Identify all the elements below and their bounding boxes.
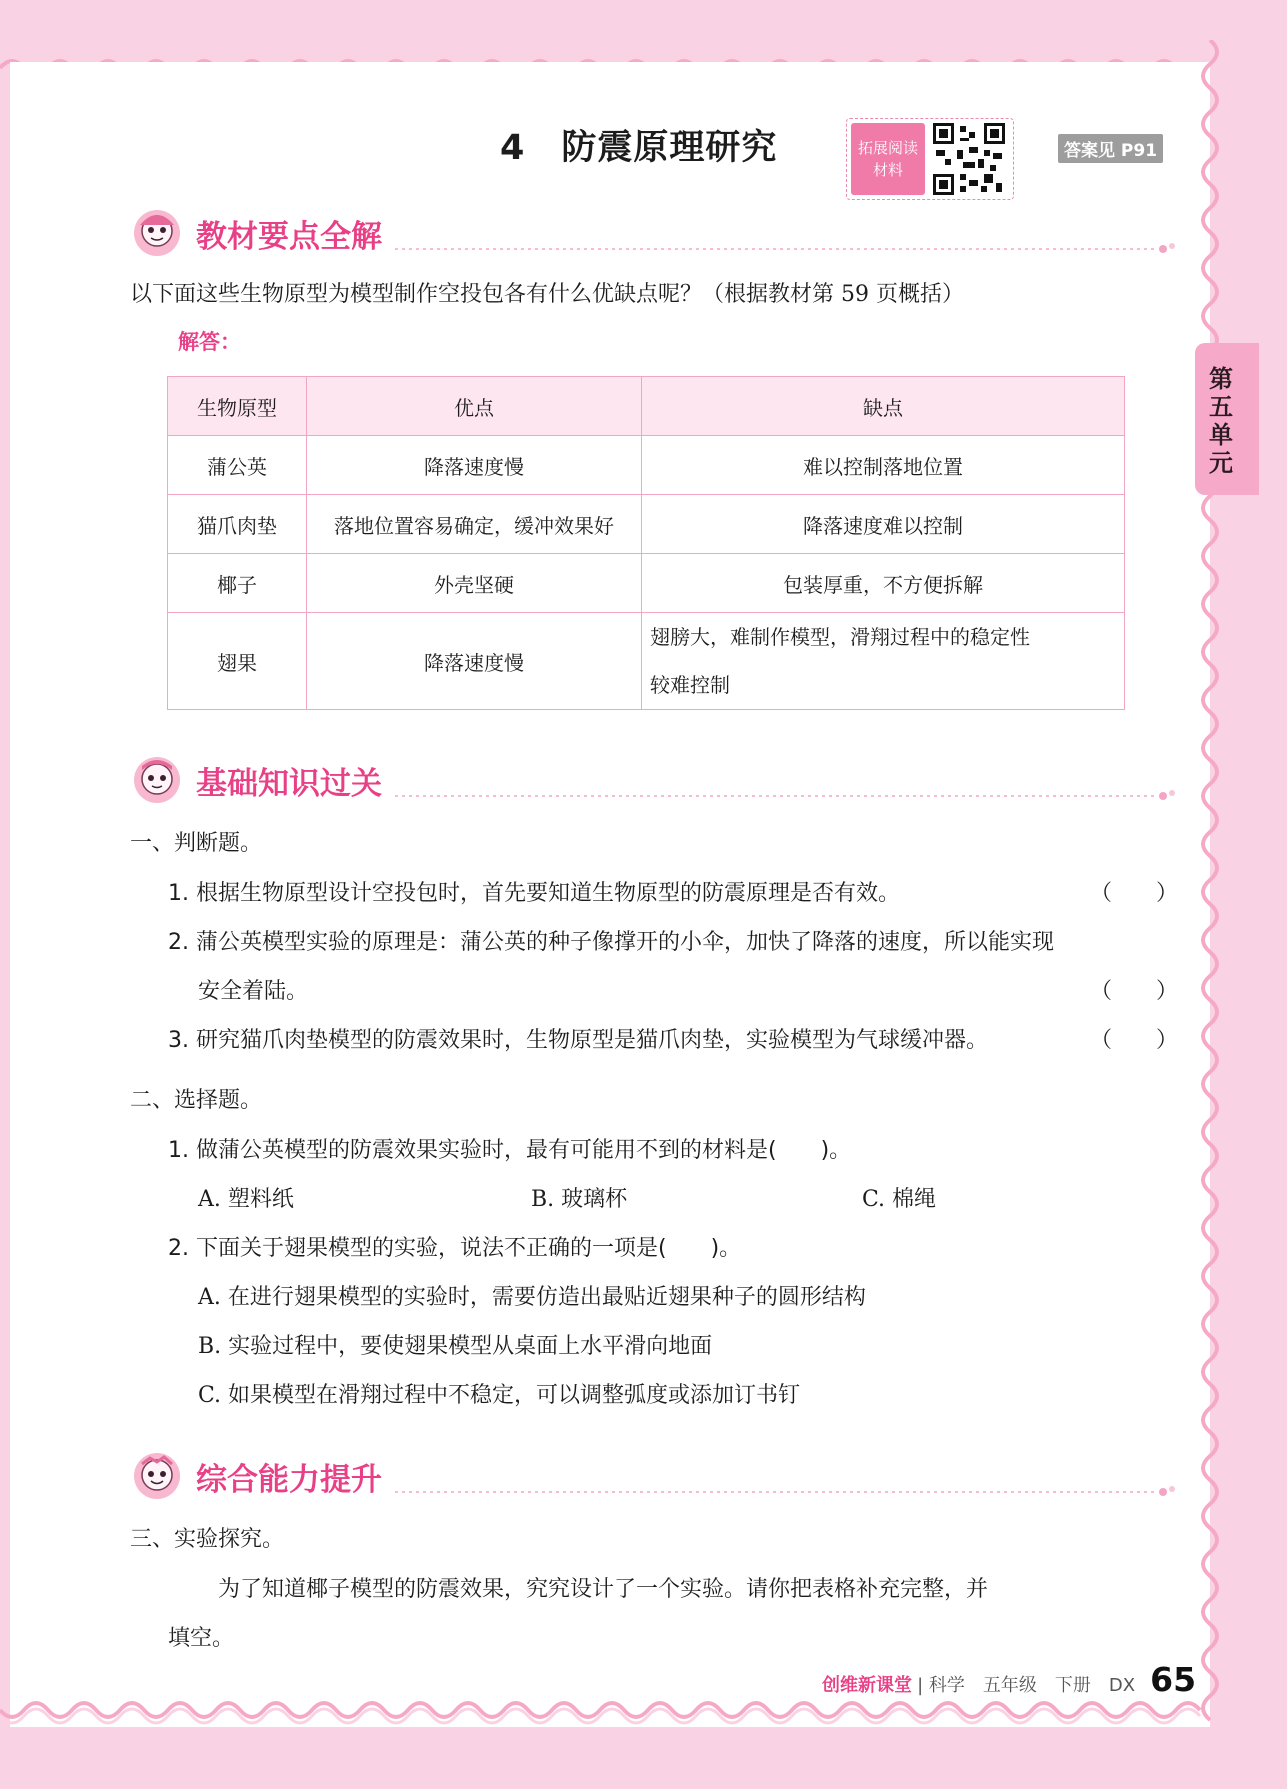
cartoon-girl-icon [130, 205, 184, 257]
table-cell-pros: 降落速度慢 [307, 613, 642, 710]
choice-q1-option-a[interactable]: A. 塑料纸 [198, 1187, 294, 1212]
qr-code-icon[interactable] [933, 123, 1005, 195]
judge-heading: 一、判断题。 [130, 831, 263, 856]
table-row [168, 436, 1125, 495]
section-title-key-points: 教材要点全解 [196, 219, 382, 255]
table-cell-cons: 降落速度难以控制 [642, 495, 1125, 554]
choice-q2-option-b[interactable]: B. 实验过程中，要使翅果模型从桌面上水平滑向地面 [198, 1334, 713, 1359]
dotted-rule [395, 790, 1175, 802]
extended-reading-line-1: 拓展阅读 [857, 139, 918, 157]
judge-item-1: 1. 根据生物原型设计空投包时，首先要知道生物原型的防震原理是否有效。 [168, 881, 900, 906]
extended-reading-box[interactable] [846, 118, 1014, 200]
bottom-wavy-border [0, 1698, 1287, 1738]
section-heading-basic-knowledge [130, 752, 1175, 804]
table-row [168, 495, 1125, 554]
extended-reading-line-2: 材料 [872, 161, 903, 179]
judge-item-2-cont: 安全着陆。 [198, 979, 309, 1004]
table-cell-prototype: 猫爪肉垫 [168, 495, 307, 554]
dotted-rule [395, 1486, 1175, 1498]
experiment-intro-line-2: 填空。 [168, 1626, 235, 1651]
answer-blank[interactable]: （ ） [1090, 1028, 1179, 1053]
extended-reading-label [851, 123, 925, 195]
section-title-basic-knowledge: 基础知识过关 [196, 766, 382, 802]
judge-item-3: 3. 研究猫爪肉垫模型的防震效果时，生物原型是猫爪肉垫，实验模型为气球缓冲器。 [168, 1028, 988, 1053]
table-header-prototype: 生物原型 [168, 377, 307, 436]
choice-question-1: 1. 做蒲公英模型的防震效果实验时，最有可能用不到的材料是( )。 [168, 1138, 852, 1163]
cartoon-boy-icon [130, 1448, 184, 1500]
lesson-title: 4 防震原理研究 [500, 128, 778, 168]
bio-prototype-table [167, 376, 1125, 710]
table-cell-prototype: 蒲公英 [168, 436, 307, 495]
table-cell-prototype: 椰子 [168, 554, 307, 613]
answer-reference-tag[interactable]: 答案见 P91 [1058, 134, 1163, 163]
section-title-comprehensive: 综合能力提升 [196, 1462, 382, 1498]
table-row [168, 613, 1125, 710]
right-wavy-border [1190, 40, 1230, 1740]
unit-side-tab-label: 第五单元 [1209, 365, 1233, 477]
experiment-heading: 三、实验探究。 [130, 1527, 285, 1552]
cartoon-kid-icon [130, 752, 184, 804]
choice-q1-option-c[interactable]: C. 棉绳 [862, 1187, 937, 1212]
table-header-pros: 优点 [307, 377, 642, 436]
section-heading-comprehensive [130, 1448, 1175, 1500]
choice-q1-option-b[interactable]: B. 玻璃杯 [531, 1187, 628, 1212]
experiment-intro-line-1: 为了知道椰子模型的防震效果，究究设计了一个实验。请你把表格补充完整，并 [218, 1577, 989, 1602]
page-number: 65 [1150, 1660, 1197, 1699]
answer-blank[interactable]: （ ） [1090, 979, 1179, 1004]
table-cell-cons: 包装厚重，不方便拆解 [642, 554, 1125, 613]
table-cell-pros: 外壳坚硬 [307, 554, 642, 613]
table-header-row [168, 377, 1125, 436]
choice-heading: 二、选择题。 [130, 1088, 263, 1113]
table-header-cons: 缺点 [642, 377, 1125, 436]
unit-side-tab[interactable] [1195, 343, 1259, 495]
choice-question-2: 2. 下面关于翅果模型的实验，说法不正确的一项是( )。 [168, 1236, 742, 1261]
table-row [168, 554, 1125, 613]
table-cell-cons-line-2: 较难控制 [650, 673, 730, 697]
table-cell-pros: 落地位置容易确定，缓冲效果好 [307, 495, 642, 554]
table-cell-cons [642, 613, 1125, 710]
table-cell-cons-line-1: 翅膀大，难制作模型，滑翔过程中的稳定性 [650, 625, 1030, 649]
judge-item-2: 2. 蒲公英模型实验的原理是：蒲公英的种子像撑开的小伞，加快了降落的速度，所以能实现 [168, 930, 1054, 955]
table-cell-cons: 难以控制落地位置 [642, 436, 1125, 495]
dotted-rule [395, 243, 1175, 255]
choice-q2-option-c[interactable]: C. 如果模型在滑翔过程中不稳定，可以调整弧度或添加订书钉 [198, 1383, 801, 1408]
table-cell-pros: 降落速度慢 [307, 436, 642, 495]
choice-q2-option-a[interactable]: A. 在进行翅果模型的实验时，需要仿造出最贴近翅果种子的圆形结构 [198, 1285, 866, 1310]
answer-label: 解答： [178, 330, 241, 354]
table-cell-prototype: 翅果 [168, 613, 307, 710]
answer-blank[interactable]: （ ） [1090, 881, 1179, 906]
page-footer [822, 1660, 1196, 1699]
section1-question: 以下面这些生物原型为模型制作空投包各有什么优缺点呢？（根据教材第 59 页概括） [130, 282, 964, 307]
footer-brand: 创维新课堂 [822, 1675, 912, 1696]
footer-book-info: | 科学 五年级 下册 DX [917, 1675, 1136, 1696]
section-heading-key-points [130, 205, 1175, 257]
